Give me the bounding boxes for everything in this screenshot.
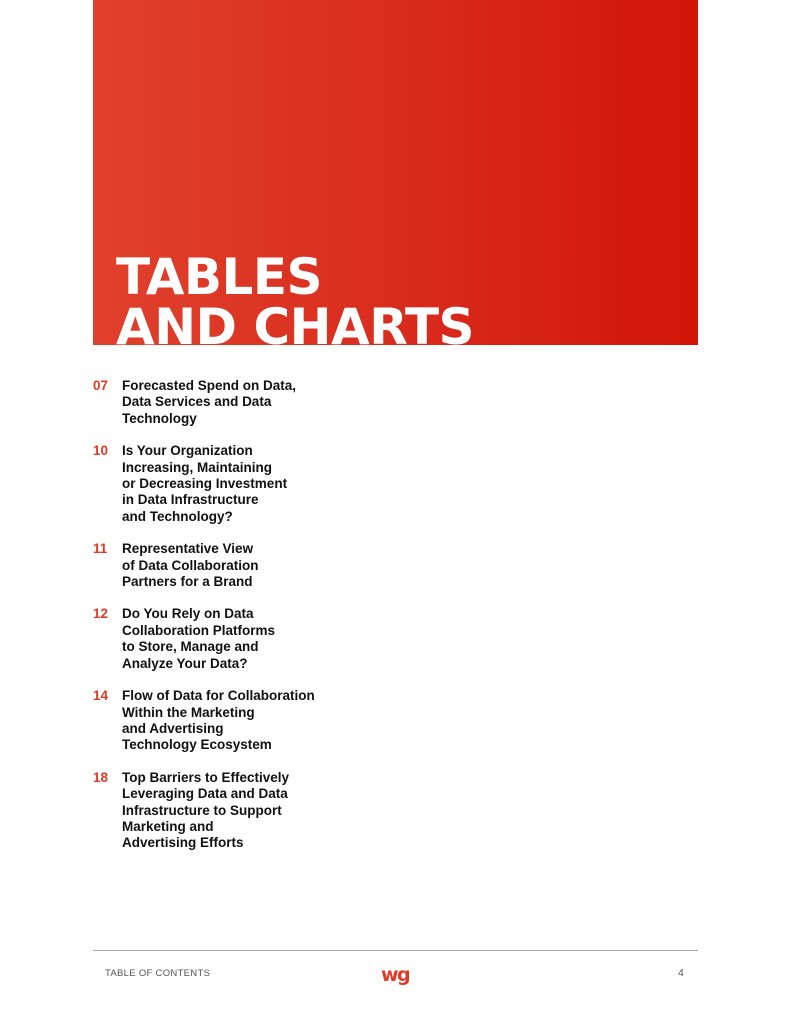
toc-title-line: to Store, Manage and xyxy=(122,639,259,655)
toc-title-line: Technology Ecosystem xyxy=(122,737,272,753)
toc-entry-title xyxy=(122,378,296,427)
footer-divider xyxy=(93,950,698,951)
toc-entry-title xyxy=(122,688,315,754)
toc-list xyxy=(93,378,393,868)
toc-page-number: 12 xyxy=(93,606,109,622)
toc-title-line: Technology xyxy=(122,410,197,426)
wg-logo-icon xyxy=(380,963,412,991)
toc-title-line: Increasing, Maintaining xyxy=(122,459,273,475)
toc-entry[interactable] xyxy=(93,541,393,590)
toc-title-line: Top Barriers to Effectively xyxy=(122,769,290,785)
page-title-line: TABLES xyxy=(116,248,323,306)
toc-entry[interactable] xyxy=(93,443,393,525)
toc-title-line: Is Your Organization xyxy=(122,443,253,459)
toc-title-line: Collaboration Platforms xyxy=(122,622,276,638)
toc-title-line: and Advertising xyxy=(122,720,224,736)
toc-page-number: 11 xyxy=(93,541,108,557)
toc-title-line: Analyze Your Data? xyxy=(122,655,248,671)
hero-banner xyxy=(93,0,698,345)
toc-title-line: Forecasted Spend on Data, xyxy=(122,378,297,393)
toc-title-line: Flow of Data for Collaboration xyxy=(122,688,315,704)
page-title-line: AND CHARTS xyxy=(116,298,475,345)
toc-page-number: 18 xyxy=(93,769,109,785)
toc-entry-title xyxy=(122,606,275,672)
toc-title-line: Do You Rely on Data xyxy=(122,606,254,622)
toc-entry[interactable] xyxy=(93,770,393,852)
toc-entry[interactable] xyxy=(93,378,393,427)
toc-entry-title xyxy=(122,541,259,590)
toc-title-line: Partners for a Brand xyxy=(122,574,253,590)
toc-title-line: Data Services and Data xyxy=(122,394,272,410)
toc-page-number: 07 xyxy=(93,378,109,393)
toc-title-line: Advertising Efforts xyxy=(122,835,244,851)
toc-entry-title xyxy=(122,770,289,852)
footer-section-label: TABLE OF CONTENTS xyxy=(105,968,211,979)
page-title xyxy=(116,248,475,345)
toc-title-line: Infrastructure to Support xyxy=(122,802,282,818)
toc-title-line: in Data Infrastructure xyxy=(122,492,259,508)
toc-title-line: or Decreasing Investment xyxy=(122,476,288,492)
toc-title-line: of Data Collaboration xyxy=(122,557,259,573)
page-number: 4 xyxy=(678,967,684,979)
toc-entry[interactable] xyxy=(93,606,393,672)
wg-logo-text: wg xyxy=(381,964,410,986)
toc-title-line: Representative View xyxy=(122,541,254,557)
toc-title-line: and Technology? xyxy=(122,508,233,524)
toc-page-number: 10 xyxy=(93,443,109,459)
toc-title-line: Marketing and xyxy=(122,818,214,834)
toc-page-number: 14 xyxy=(93,688,109,704)
toc-entry[interactable] xyxy=(93,688,393,754)
toc-title-line: Leveraging Data and Data xyxy=(122,786,288,802)
toc-title-line: Within the Marketing xyxy=(122,704,255,720)
toc-entry-title xyxy=(122,443,287,525)
